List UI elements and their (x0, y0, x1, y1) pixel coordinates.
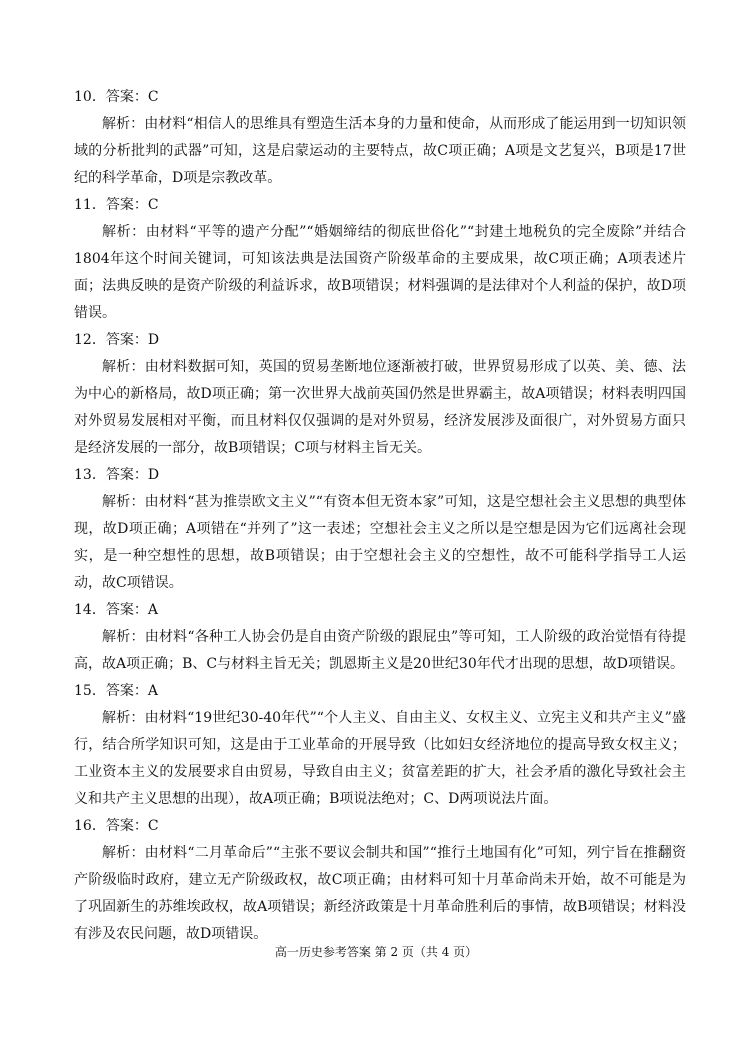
analysis-paragraph: 解析：由材料“二月革命后”“主张不要议会制共和国”“推行土地国有化”可知，列宁旨在推翻资产阶级临时政府，建立无产阶级政权，故C项正确；由材料可知十月革命尚未开始，故不可能是为了巩固新生的苏维埃政权，故A项错误；新经济政策是十月革命胜利后的事情，故B项错误；材料没有涉及农民问题，故D项错误。 (74, 845, 686, 942)
answer-line: 16．答案：C (74, 818, 159, 834)
answer-line: 15．答案：A (74, 683, 158, 699)
document-body (74, 84, 686, 948)
answer-line: 13．答案：D (74, 467, 160, 483)
answer-line: 10．答案：C (74, 89, 159, 105)
question-15 (74, 678, 686, 813)
question-11 (74, 192, 686, 327)
answer-line: 14．答案：A (74, 602, 158, 618)
answer-line: 11．答案：C (74, 197, 159, 213)
question-12 (74, 327, 686, 462)
analysis-paragraph: 解析：由材料数据可知，英国的贸易垄断地位逐渐被打破，世界贸易形成了以英、美、德、法为中心的新格局，故D项正确；第一次世界大战前英国仍然是世界霸主，故A项错误；材料表明四国对外贸易发展相对平衡，而且材料仅仅强调的是对外贸易，经济发展涉及面很广，对外贸易方面只是经济发展的一部分，故B项错误；C项与材料主旨无关。 (74, 359, 686, 456)
analysis-paragraph: 解析：由材料“19世纪30-40年代”“个人主义、自由主义、女权主义、立宪主义和共产主义”盛行，结合所学知识可知，这是由于工业革命的开展导致（比如妇女经济地位的提高导致女权主义；工业资本主义的发展要求自由贸易，导致自由主义；贫富差距的扩大，社会矛盾的激化导致社会主义和共产主义思想的出现），故A项正确；B项说法绝对；C、D两项说法片面。 (74, 710, 686, 807)
analysis-paragraph: 解析：由材料“各种工人协会仍是自由资产阶级的跟屁虫”等可知，工人阶级的政治觉悟有待提高，故A项正确；B、C与材料主旨无关；凯恩斯主义是20世纪30年代才出现的思想，故D项错误。 (74, 629, 686, 672)
answer-line: 12．答案：D (74, 332, 160, 348)
page-footer: 高一历史参考答案 第 2 页（共 4 页） (274, 945, 478, 959)
analysis-paragraph: 解析：由材料“相信人的思维具有塑造生活本身的力量和使命，从而形成了能运用到一切知识领域的分析批判的武器”可知，这是启蒙运动的主要特点，故C项正确；A项是文艺复兴，B项是17世纪的科学革命，D项是宗教改革。 (74, 116, 686, 186)
question-16 (74, 813, 686, 948)
analysis-paragraph: 解析：由材料“甚为推崇欧文主义”“有资本但无资本家”可知，这是空想社会主义思想的典型体现，故D项正确；A项错在“并列了”这一表述；空想社会主义之所以是空想是因为它们远离社会现实，是一种空想性的思想，故B项错误；由于空想社会主义的空想性，故不可能科学指导工人运动，故C项错误。 (74, 494, 686, 591)
question-13 (74, 462, 686, 597)
question-14 (74, 597, 686, 678)
question-10 (74, 84, 686, 192)
analysis-paragraph: 解析：由材料“平等的遗产分配”“婚姻缔结的彻底世俗化”“封建土地税负的完全废除”并结合1804年这个时间关键词，可知该法典是法国资产阶级革命的主要成果，故C项正确；A项表述片面；法典反映的是资产阶级的利益诉求，故B项错误；材料强调的是法律对个人利益的保护，故D项错误。 (74, 224, 686, 321)
